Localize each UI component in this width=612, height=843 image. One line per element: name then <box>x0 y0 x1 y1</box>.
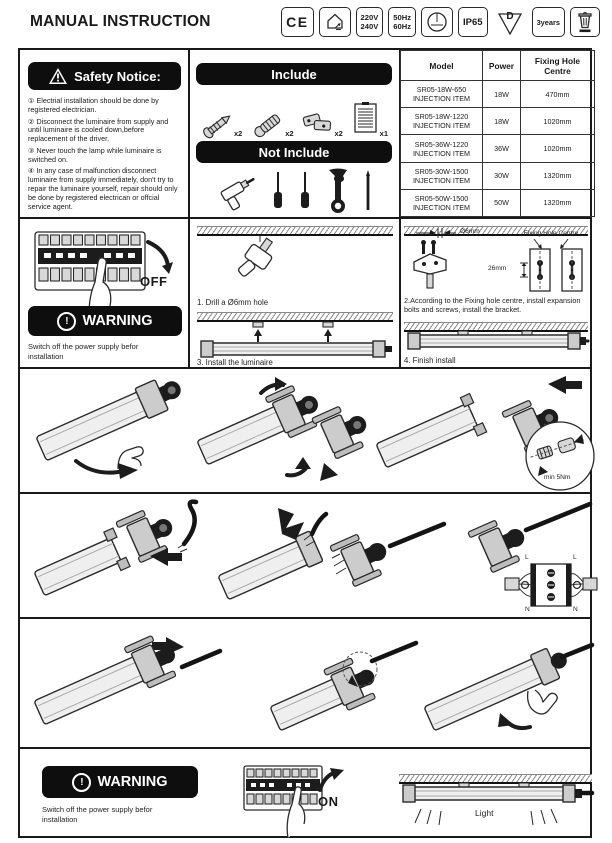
torque-label: min 5Nm <box>544 474 571 481</box>
ip-rating-badge: IP65 <box>458 7 488 37</box>
pencil-icon <box>364 168 372 214</box>
fixing-hole-centre-label: Fixing Hole Centre <box>523 230 579 237</box>
included-parts <box>196 90 392 138</box>
illustration-cap-detached <box>318 375 372 485</box>
illustration-refit-cap <box>32 625 222 743</box>
finished-install-illustration <box>406 331 588 357</box>
screwdriver-icon <box>271 168 285 214</box>
earth-ground-icon <box>421 7 453 37</box>
included-anchor: x2 <box>251 98 293 138</box>
neutral-label-left: N <box>525 606 530 613</box>
not-include-banner: Not Include <box>196 141 392 163</box>
drill-illustration <box>220 236 310 296</box>
wrench-icon <box>325 168 351 214</box>
divider <box>20 617 590 619</box>
step3-caption: 3. Install the luminaire <box>197 358 273 367</box>
warning-note-bottom: Switch off the power supply befor installation <box>42 805 153 824</box>
divider <box>20 747 590 749</box>
included-screw: x2 <box>200 98 242 138</box>
col-model: Model <box>401 51 483 81</box>
certification-badges <box>281 7 600 37</box>
warning-banner: ! WARNING <box>28 306 182 336</box>
table-row: SR05-18W-1220 INJECTION ITEM 18W 1020mm <box>401 108 595 135</box>
col-power: Power <box>483 51 521 81</box>
safety-item: ④ In any case of malfunction disconnect luminaire from supply immediately, don't try to repair the luminaire yourself, repair should only be done by registered electrican or offcial service agent. <box>28 166 178 211</box>
drill-icon <box>216 168 258 214</box>
table-row: SR05-36W-1220 INJECTION ITEM 36W 1020mm <box>401 135 595 162</box>
table-row: SR05-18W-650 INJECTION ITEM 18W 470mm <box>401 81 595 108</box>
on-label: ON <box>318 794 339 809</box>
include-banner: Include <box>196 63 392 85</box>
divider <box>20 217 590 219</box>
fixing-plates-illustration <box>510 239 592 295</box>
divider <box>20 367 590 369</box>
offset-label: 26mm <box>488 265 507 272</box>
voltage-badge: 220V 240V <box>356 7 384 37</box>
install-luminaire-illustration <box>197 322 393 356</box>
illustration-thread-cable <box>32 500 204 612</box>
safety-item: ③ Never touch the lamp while luminaire is switched on. <box>28 145 162 164</box>
divider <box>399 217 401 367</box>
divider <box>20 492 590 494</box>
frequency-badge: 50Hz 60Hz <box>388 7 416 37</box>
included-manual: x1 <box>352 98 388 138</box>
safety-notice-text <box>28 97 182 214</box>
illustration-rotate-clips <box>195 375 317 485</box>
safety-notice-banner <box>28 62 181 90</box>
safety-item: ① Electrial installation should be done by registered electrician. <box>28 96 159 114</box>
indoor-house-icon <box>319 7 351 37</box>
terminal-block-detail <box>505 558 597 614</box>
included-clip: x2 <box>302 98 342 138</box>
step1-caption: 1. Drill a Ø6mm hole <box>197 298 269 307</box>
illustration-release-clip <box>32 375 192 485</box>
expansion-anchor-icon <box>251 98 285 138</box>
illustration-tighten-gland <box>268 625 418 743</box>
warning-triangle-icon <box>48 67 68 85</box>
d-triangle-icon <box>493 7 527 37</box>
page-title: MANUAL INSTRUCTION <box>30 13 211 30</box>
spec-table <box>400 50 595 217</box>
bracket-bolts-illustration <box>410 240 456 294</box>
illustration-pull-cap-torque <box>376 372 592 490</box>
ceiling-hatch <box>197 226 393 236</box>
safety-item: ② Disconnect the luminaire from supply and until luminaire is cooled down,before replacement of the driver. <box>28 116 169 144</box>
luminaire-on-illustration <box>401 783 592 831</box>
mounting-clip-icon <box>302 98 334 138</box>
safety-banner-label: Safety Notice: <box>74 68 161 84</box>
arrow-off-icon <box>142 238 178 274</box>
hole-dia-label: Ø6mm <box>460 228 480 235</box>
content-frame <box>18 48 592 838</box>
ceiling-hatch <box>197 312 393 322</box>
exclamation-icon: ! <box>57 312 76 331</box>
screw-icon <box>200 98 234 138</box>
warning-banner-bottom: ! WARNING <box>42 766 198 798</box>
step4-caption: 4. Finish install <box>404 356 456 365</box>
ce-mark-icon: CE <box>281 7 313 37</box>
illustration-close-cover <box>422 625 594 743</box>
illustration-insert-wire <box>216 500 328 612</box>
manual-booklet-icon <box>352 98 380 138</box>
warning-note: Switch off the power supply befor installation <box>28 342 139 361</box>
weee-bin-icon <box>570 7 600 37</box>
col-fixing: Fixing Hole Centre <box>521 51 595 81</box>
light-label: Light <box>475 808 494 818</box>
hole-dimension-arrows <box>416 228 456 238</box>
table-row: SR05-50W-1500 INJECTION ITEM 50W 1320mm <box>401 189 595 216</box>
divider <box>188 50 190 367</box>
off-label: OFF <box>140 274 168 289</box>
live-label-right: L <box>573 554 577 561</box>
neutral-label-right: N <box>573 606 578 613</box>
live-label-left: L <box>525 554 529 561</box>
illustration-cap-cable-assembled <box>454 500 594 560</box>
exclamation-icon: ! <box>72 773 91 792</box>
warranty-badge: 3years <box>532 7 565 37</box>
illustration-cap-on-cable <box>332 500 450 612</box>
arrow-on-icon <box>316 766 346 792</box>
svg-text:D: D <box>505 11 514 22</box>
table-header-row <box>401 51 595 81</box>
screwdriver-icon <box>298 168 312 214</box>
step2-caption: 2.According to the Fixing hole centre, install expansion bolts and screws, install the bracket. <box>404 296 581 315</box>
hand <box>528 690 558 714</box>
not-included-tools <box>196 166 392 214</box>
table-row: SR05-30W-1500 INJECTION ITEM 30W 1320mm <box>401 162 595 189</box>
